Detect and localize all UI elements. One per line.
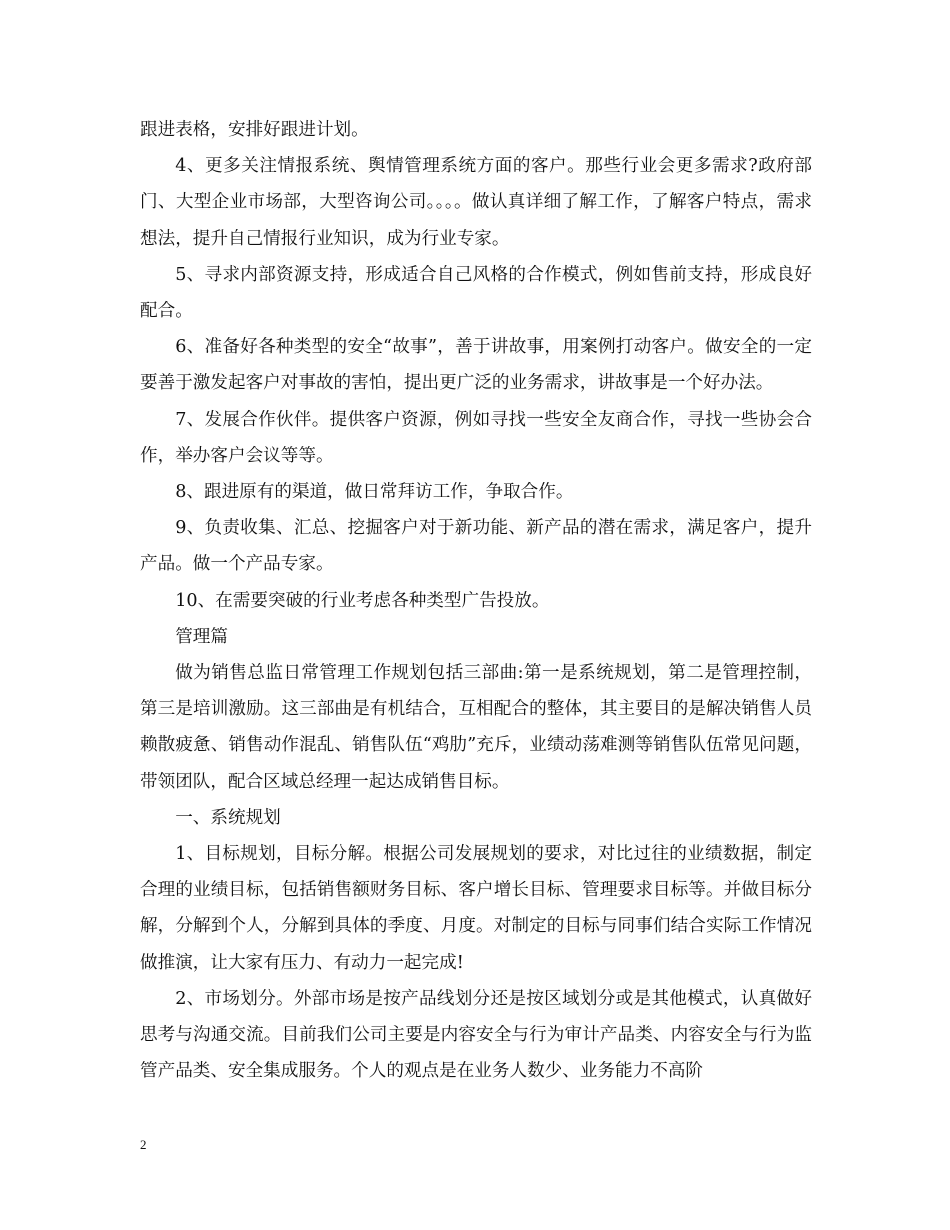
paragraph-goal-planning: 1、目标规划，目标分解。根据公司发展规划的要求，对比过往的业绩数据，制定合理的业绩目标，包括销售额财务目标、客户增长目标、管理要求目标等。并做目标分解，分解到个人，分解到具体的季度、月度。对制定的目标与同事们结合实际工作情况做推演，让大家有压力、有动力一起完成!	[140, 844, 812, 973]
section-heading-management: 管理篇	[175, 626, 228, 647]
paragraph-item-6: 6、准备好各种类型的安全“故事”，善于讲故事，用案例打动客户。做安全的一定要善于激发起客户对事故的害怕，提出更广泛的业务需求，讲故事是一个好办法。	[140, 337, 812, 394]
paragraph-item-7: 7、发展合作伙伴。提供客户资源，例如寻找一些安全友商合作，寻找一些协会合作，举办客户会议等等。	[140, 409, 812, 466]
paragraph-item-9: 9、负责收集、汇总、挖掘客户对于新功能、新产品的潜在需求，满足客户，提升产品。做一个产品专家。	[140, 518, 812, 575]
paragraph-management-intro: 做为销售总监日常管理工作规划包括三部曲:第一是系统规划，第二是管理控制，第三是培训激励。这三部曲是有机结合，互相配合的整体，其主要目的是解决销售人员赖散疲惫、销售动作混乱、销售队伍“鸡肋”充斥，业绩动荡难测等销售队伍常见问题，带领团队，配合区域总经理一起达成销售目标。	[140, 663, 812, 792]
paragraph-market-division: 2、市场划分。外部市场是按产品线划分还是按区域划分或是其他模式，认真做好思考与沟通交流。目前我们公司主要是内容安全与行为审计产品类、内容安全与行为监管产品类、安全集成服务。个人的观点是在业务人数少、业务能力不高阶	[140, 988, 812, 1082]
paragraph-item-5: 5、寻求内部资源支持，形成适合自己风格的合作模式，例如售前支持，形成良好配合。	[140, 264, 812, 322]
paragraph-item-8: 8、跟进原有的渠道，做日常拜访工作，争取合作。	[175, 482, 574, 503]
page-number: 2	[140, 1137, 147, 1152]
subsection-heading-system-planning: 一、系统规划	[175, 807, 281, 828]
document-body	[140, 112, 812, 1089]
paragraph-continuation: 跟进表格，安排好跟进计划。	[140, 120, 369, 140]
paragraph-item-4: 4、更多关注情报系统、舆情管理系统方面的客户。那些行业会更多需求?政府部门、大型企业市场部，大型咨询公司。。。。做认真详细了解工作，了解客户特点，需求想法，提升自己情报行业知识，成为行业专家。	[140, 156, 812, 249]
paragraph-item-10: 10、在需要突破的行业考虑各种类型广告投放。	[175, 590, 550, 611]
